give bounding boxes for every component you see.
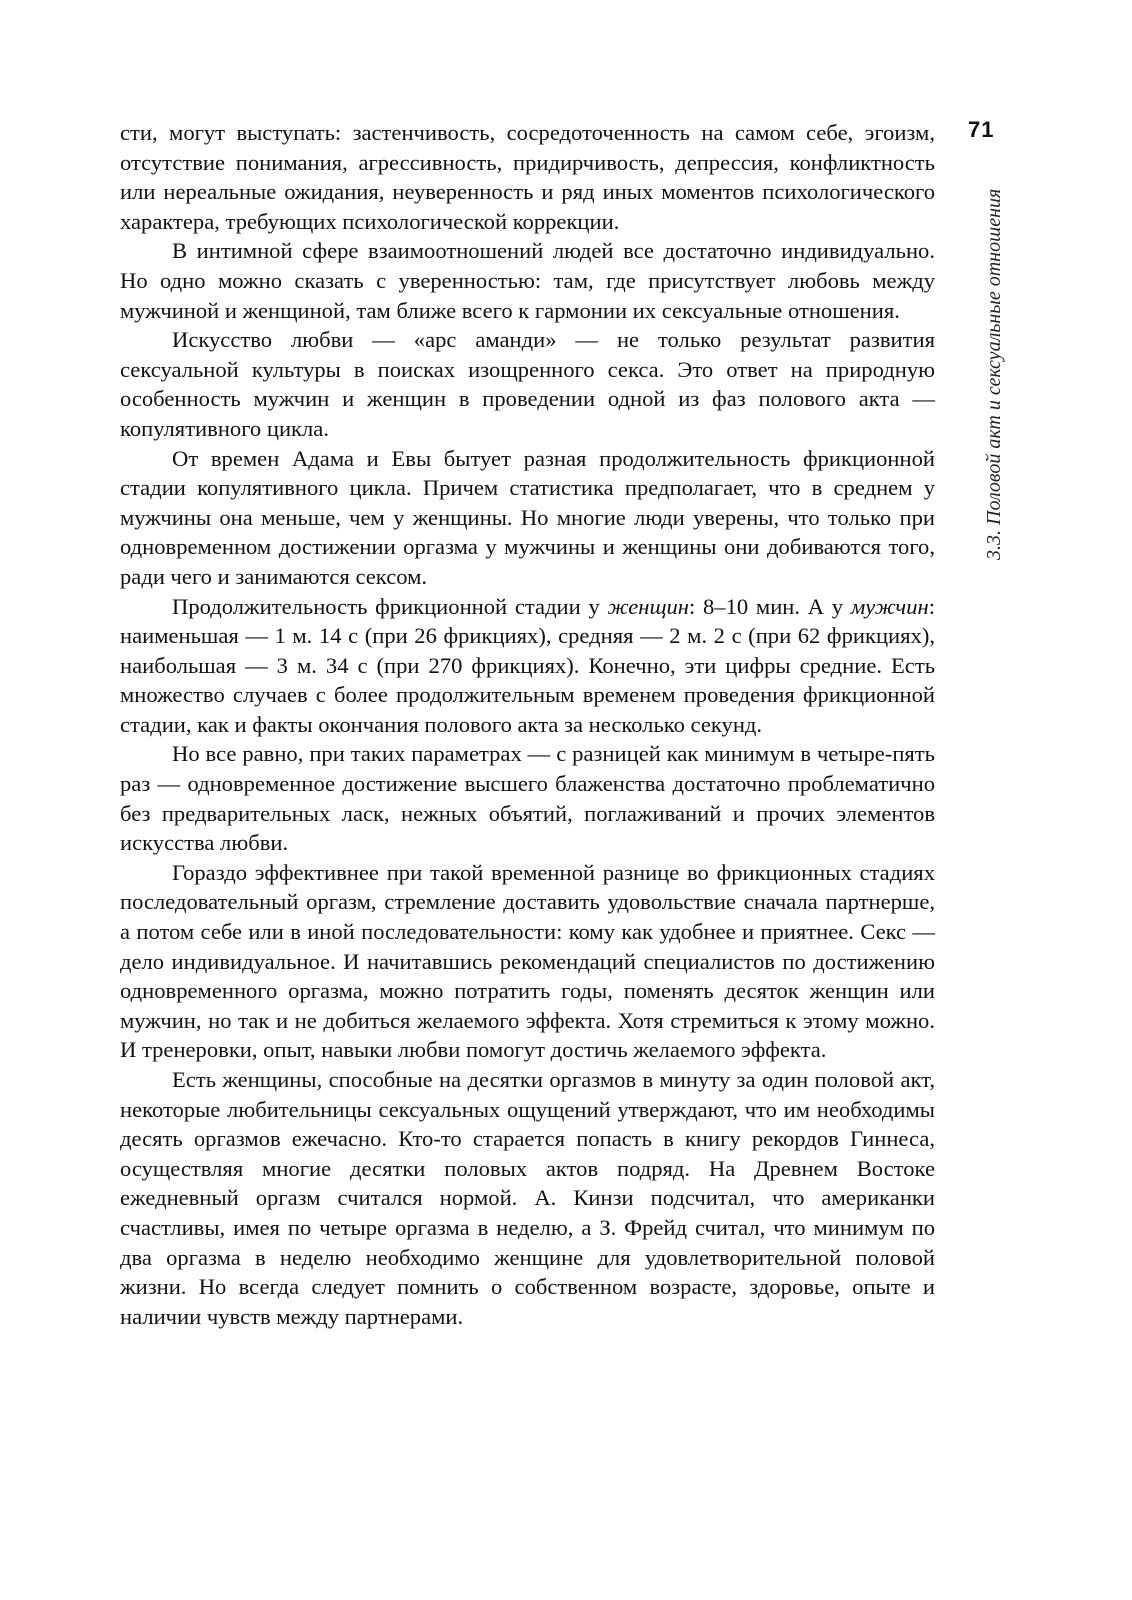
paragraph: Но все равно, при таких параметрах — с разницей как минимум в четыре-пять раз — одновременное достижение высшего блаженства достаточно проблематично без предварительных ласк, нежных объятий, поглаживаний и прочих элементов искусства любви. [120, 741, 935, 856]
paragraph: Гораздо эффективнее при такой временной разнице во фрикционных стадиях последовательный оргазм, стремление доставить удовольствие сначала партнерше, а потом себе или в иной последовательности: кому как удобнее и приятнее. Секс — дело индивидуальное. И начитавшись рекомендаций специалистов по достижению одновременного оргазма, можно потратить годы, поменять десяток женщин или мужчин, но так и не добиться желаемого эффекта. Хотя стремиться к этому можно. И тренеровки, опыт, навыки любви помогут достичь желаемого эффекта. [120, 859, 935, 1063]
emphasis-men: мужчин [850, 593, 929, 619]
paragraph: Искусство любви — «арс аманди» — не только результат развития сексуальной культуры в поисках изощренного секса. Это ответ на природную особенность мужчин и женщин в проведении одной из фаз полового акта — копулятивного цикла. [120, 327, 935, 441]
paragraph: Есть женщины, способные на десятки оргазмов в минуту за один половой акт, некоторые любительницы сексуальных ощущений утверждают, что им необходимы десять оргазмов ежечасно. Кто-то старается попасть в книгу рекордов Гиннеса, осуществляя многие десятки половых актов подряд. На Древнем Востоке ежедневный оргазм считался нормой. А. Кинзи подсчитал, что американки счастливы, имея по четыре оргазма в неделю, а З. Фрейд считал, что минимум по два оргазма в неделю необходимо женщине для удовлетворительной половой жизни. Но всегда следует помнить о собственном возрасте, здоровье, опыте и наличии чувств между партнерами. [120, 1067, 935, 1329]
paragraph [120, 592, 935, 740]
body-text [120, 118, 935, 1331]
paragraph: В интимной сфере взаимоотношений людей все достаточно индивидуально. Но одно можно сказать с уверенностью: там, где присутствует любовь между мужчиной и женщиной, там ближе всего к гармонии их сексуальные отношения. [120, 238, 935, 323]
paragraph-text: Продолжительность фрикционной стадии у [172, 593, 608, 619]
running-header-text: 3.3. Половой акт и сексуальные отношения [983, 188, 1005, 560]
paragraph-text: : 8–10 мин. А у [689, 593, 851, 619]
paragraph-text: : наименьшая — 1 м. 14 с (при 26 фрикциях), средняя — 2 м. 2 с (при 62 фрикциях), наибольшая — 3 м. 34 с (при 270 фрикциях). Конечно, эти цифры средние. Есть множество случаев с более продолжительным временем проведения фрикционной стадии, как и факты окончания полового акта за несколько секунд. [120, 593, 935, 737]
page-number: 71 [968, 117, 995, 142]
paragraph: сти, могут выступать: застенчивость, сосредоточенность на самом себе, эгоизм, отсутствие понимания, агрессивность, придирчивость, депрессия, конфликтность или нереальные ожидания, неуверенность и ряд иных моментов психологического характера, требующих психологической коррекции. [120, 120, 935, 234]
paragraph: От времен Адама и Евы бытует разная продолжительность фрикционной стадии копулятивного цикла. Причем статистика предполагает, что в среднем у мужчины она меньше, чем у женщины. Но многие люди уверены, что только при одновременном достижении оргазма у мужчины и женщины они добиваются того, ради чего и занимаются сексом. [120, 445, 935, 589]
emphasis-women: женщин [607, 593, 690, 619]
